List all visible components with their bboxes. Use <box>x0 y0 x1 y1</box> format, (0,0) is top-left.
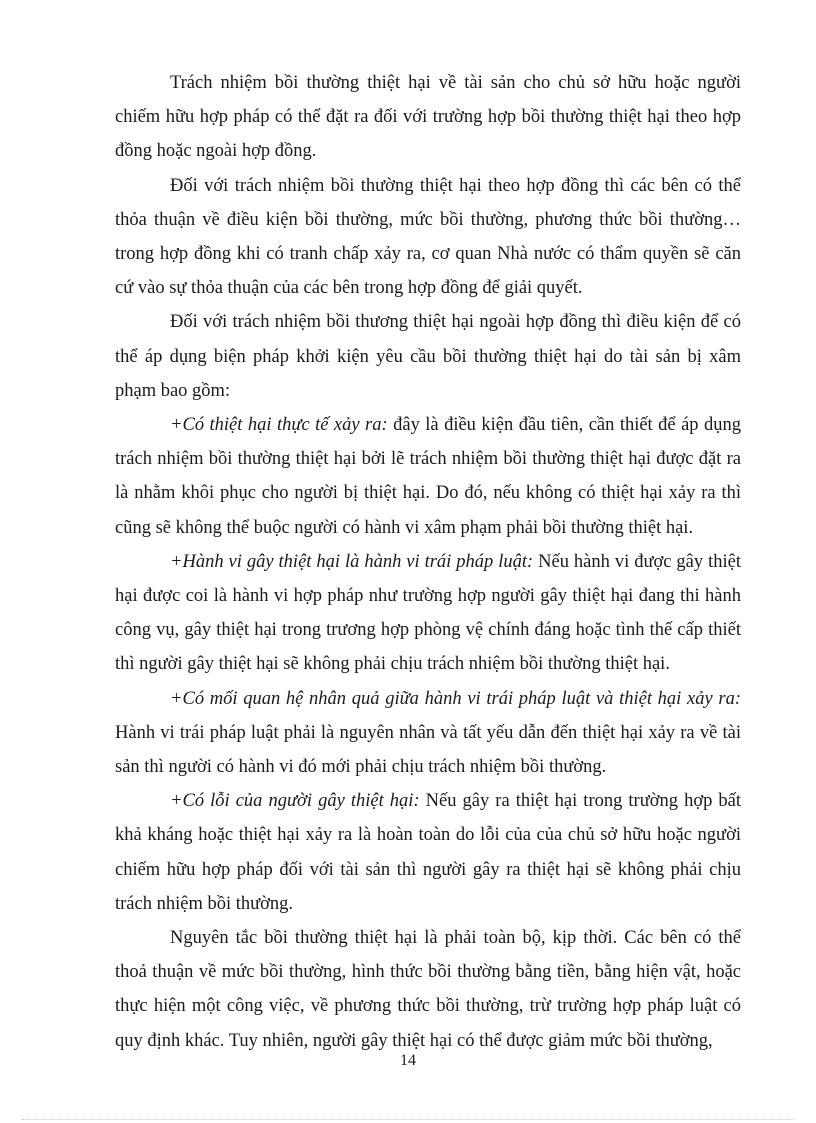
condition-paragraph: +Có lỗi của người gây thiệt hại: Nếu gây ra thiệt hại trong trường hợp bất khả kháng hoặc thiệt hại xảy ra là hoàn toàn do lỗi của của chủ sở hữu hoặc người chiếm hữu hợp pháp đối với tài sản thì người gây ra thiệt hại sẽ không phải chịu trách nhiệm bồi thường. <box>115 791 742 914</box>
condition-paragraph: +Có mối quan hệ nhân quả giữa hành vi trái pháp luật và thiệt hại xảy ra: Hành vi trái pháp luật phải là nguyên nhân và tất yếu dẫn đến thiệt hại xảy ra về tài sản thì người có hành vi đó mới phải chịu trách nhiệm bồi thường. <box>115 688 741 778</box>
condition-paragraph: +Có thiệt hại thực tế xảy ra: đây là điều kiện đầu tiên, cần thiết để áp dụng trách nhiệm bồi thường thiệt hại bởi lẽ trách nhiệm bồi thường thiệt hại được đặt ra là nhằm khôi phục cho người bị thiệt hại. Do đó, nếu không có thiệt hại xảy ra thì cũng sẽ không thể buộc người có hành vi xâm phạm phải bồi thường thiệt hại. <box>115 415 741 538</box>
page-number: 14 <box>400 1052 416 1069</box>
document-body <box>115 66 741 1058</box>
condition-heading: +Có mối quan hệ nhân quả giữa hành vi trái pháp luật và thiệt hại xảy ra: <box>170 688 741 709</box>
paragraph: Nguyên tắc bồi thường thiệt hại là phải toàn bộ, kịp thời. Các bên có thể thoả thuận về mức bồi thường, hình thức bồi thường bằng tiền, bằng hiện vật, hoặc thực hiện một công việc, về phương thức bồi thường, trừ trường hợp pháp luật có quy định khác. Tuy nhiên, người gây thiệt hại có thể được giảm mức bồi thường, <box>115 928 741 1051</box>
condition-heading: +Hành vi gây thiệt hại là hành vi trái pháp luật: <box>170 551 534 572</box>
condition-heading: +Có thiệt hại thực tế xảy ra: <box>170 415 388 436</box>
paragraph: Đối với trách nhiệm bồi thường thiệt hại theo hợp đồng thì các bên có thể thỏa thuận về điều kiện bồi thường, mức bồi thường, phương thức bồi thường… trong hợp đồng khi có tranh chấp xảy ra, cơ quan Nhà nước có thẩm quyền sẽ căn cứ vào sự thỏa thuận của các bên trong hợp đồng để giải quyết. <box>115 175 741 299</box>
paragraph: Đối với trách nhiệm bồi thương thiệt hại ngoài hợp đồng thì điều kiện để có thể áp dụng biện pháp khởi kiện yêu cầu bồi thường thiệt hại do tài sản bị xâm phạm bao gồm: <box>115 312 741 401</box>
paragraph: Trách nhiệm bồi thường thiệt hại về tài sản cho chủ sở hữu hoặc người chiếm hữu hợp pháp có thể đặt ra đối với trường hợp bồi thường thiệt hại theo hợp đồng hoặc ngoài hợp đồng. <box>115 73 741 162</box>
page-bottom-divider <box>22 1119 794 1120</box>
condition-heading: +Có lỗi của người gây thiệt hại: <box>170 791 420 812</box>
condition-paragraph: +Hành vi gây thiệt hại là hành vi trái pháp luật: Nếu hành vi được gây thiệt hại được coi là hành vi hợp pháp như trường hợp người gây thiệt hại đang thi hành công vụ, gây thiệt hại trong trương hợp phòng vệ chính đáng hoặc tình thế cấp thiết thì người gây thiệt hại sẽ không phải chịu trách nhiệm bồi thường thiệt hại. <box>115 551 741 675</box>
